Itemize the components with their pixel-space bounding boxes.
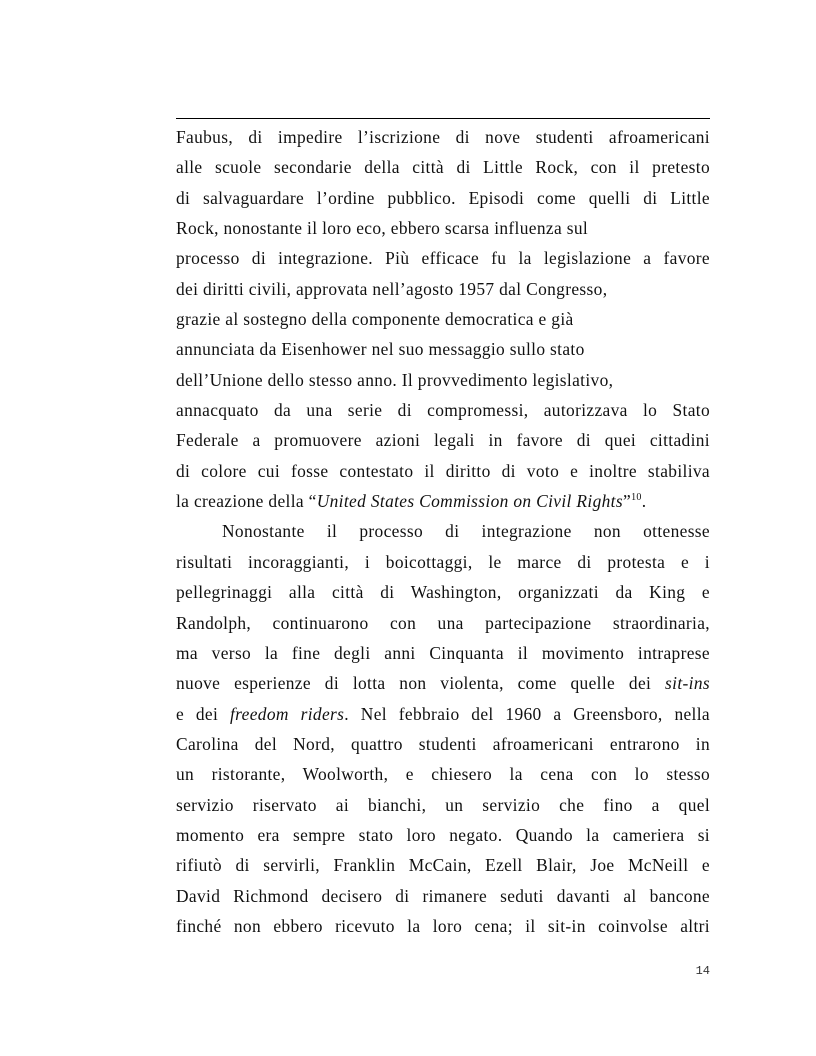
text-line: momento era sempre stato loro negato. Quando la cameriera si [176, 824, 710, 845]
italic-term: freedom riders [230, 703, 345, 724]
page-number: 14 [695, 964, 710, 978]
footnote-ref: 10 [631, 492, 642, 504]
text-line: David Richmond decisero di rimanere seduti davanti al bancone [176, 885, 710, 906]
text-line: rifiutò di servirli, Franklin McCain, Ezell Blair, Joe McNeill e [176, 855, 710, 876]
paragraph-start: Nonostante il processo di integrazione non ottenesse [222, 521, 710, 542]
text-line: servizio riservato ai bianchi, un servizio che fino a quel [176, 794, 710, 815]
text-line: Faubus, di impedire l’iscrizione di nove studenti afroamericani [176, 127, 710, 147]
text-line: di salvaguardare l’ordine pubblico. Episodi come quelli di Little [176, 187, 710, 208]
text-line [176, 486, 710, 516]
text-line: pellegrinaggi alla città di Washington, organizzati da King e [176, 582, 710, 603]
body-text [176, 122, 710, 941]
text-line: risultati incoraggianti, i boicottaggi, le marce di protesta e i [176, 551, 710, 572]
text-line: Carolina del Nord, quattro studenti afroamericani entrarono in [176, 733, 710, 754]
text-line: un ristorante, Woolworth, e chiesero la cena con lo stesso [176, 764, 710, 785]
text-line [176, 668, 710, 698]
italic-term: sit-ins [665, 673, 710, 694]
text-span: . Nel febbraio del 1960 a Greensboro, nella [344, 703, 710, 724]
text-span: nuove esperienze di lotta non violenta, come quelle dei [176, 673, 666, 694]
commission-title: United States Commission on Civil Rights [316, 491, 623, 512]
text-line: grazie al sostegno della componente democratica e già [176, 309, 574, 330]
text-line: dei diritti civili, approvata nell’agosto 1957 dal Congresso, [176, 278, 608, 299]
text-line: ma verso la fine degli anni Cinquanta il movimento intraprese [176, 642, 710, 663]
text-line: Federale a promuovere azioni legali in favore di quei cittadini [176, 430, 710, 451]
text-line: Rock, nonostante il loro eco, ebbero scarsa influenza sul [176, 218, 589, 239]
text-line: dell’Unione dello stesso anno. Il provvedimento legislativo, [176, 369, 614, 390]
text-span: . [641, 491, 647, 512]
text-span: e dei [176, 703, 230, 724]
text-line: finché non ebbero ricevuto la loro cena; il sit-in coinvolse altri [176, 915, 710, 936]
top-rule [176, 118, 710, 119]
text-line: processo di integrazione. Più efficace fu la legislazione a favore [176, 248, 710, 269]
text-line: alle scuole secondarie della città di Little Rock, con il pretesto [176, 157, 710, 178]
text-span: la creazione della “ [176, 491, 317, 512]
text-line: di colore cui fosse contestato il diritto di voto e inoltre stabiliva [176, 460, 710, 481]
text-line: Randolph, continuarono con una partecipazione straordinaria, [176, 612, 710, 633]
text-line: annunciata da Eisenhower nel suo messaggio sullo stato [176, 339, 585, 360]
text-line: annacquato da una serie di compromessi, autorizzava lo Stato [176, 400, 710, 421]
text-span: ” [622, 491, 632, 512]
text-line [176, 699, 710, 729]
